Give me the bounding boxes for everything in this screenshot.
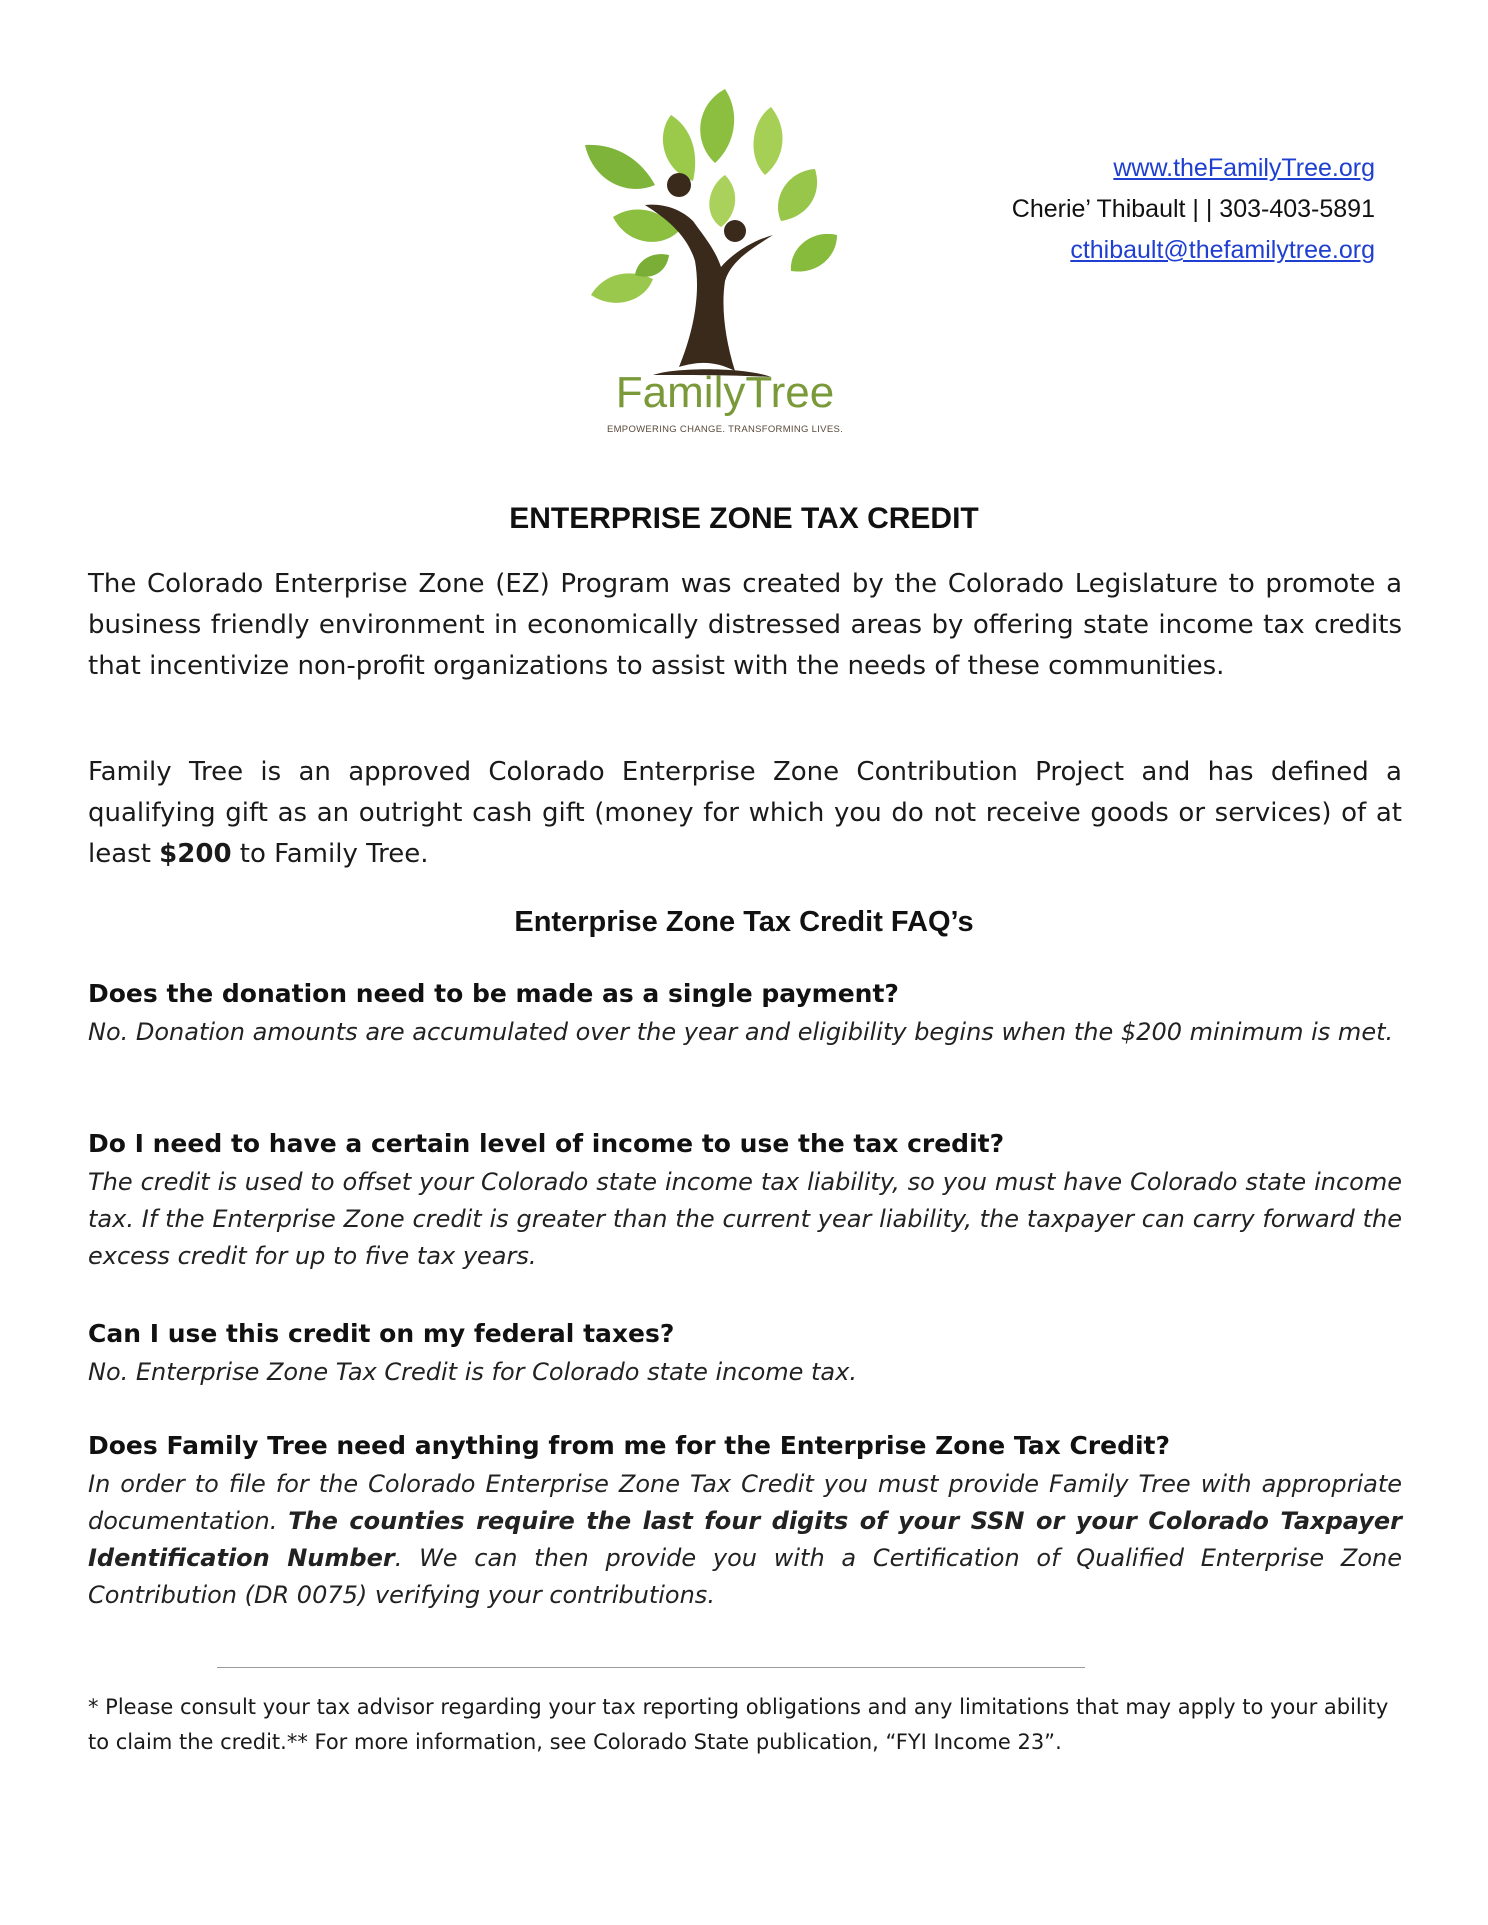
answer-text-end: . We can then provide you with a Certification of Qualified Enterprise Zone Contribution (DR 0075) verifying your contributions. — [88, 1544, 1402, 1609]
contact-block — [1012, 148, 1375, 271]
leaf-shape — [754, 107, 783, 175]
footnote: * Please consult your tax advisor regarding your tax reporting obligations and any limitations that may apply to your ability to claim the credit.** For more information, see Colorado State publication, “FYI Income 23”. — [88, 1695, 1389, 1754]
page-title: ENTERPRISE ZONE TAX CREDIT — [509, 502, 979, 535]
faq-item — [88, 1428, 1402, 1614]
faq-answer: No. Enterprise Zone Tax Credit is for Colorado state income tax. — [88, 1358, 857, 1386]
leaf-shape — [585, 145, 655, 189]
intro-paragraph: The Colorado Enterprise Zone (EZ) Program was created by the Colorado Legislature to promote a business friendly environment in economically distressed areas by offering state income tax credits that incentivize non-profit organizations to assist with the needs of these communities. — [88, 569, 1402, 681]
faq-item — [88, 1316, 1402, 1391]
qualifying-gift-paragraph — [88, 752, 1402, 875]
faq-answer: No. Donation amounts are accumulated over the year and eligibility begins when the $200 minimum is met. — [88, 1018, 1394, 1046]
leaf-shape — [791, 234, 837, 272]
leaf-shape — [635, 254, 669, 277]
footnote-divider — [217, 1667, 1085, 1668]
faq-item — [88, 976, 1402, 1051]
family-tree-logo — [575, 85, 875, 450]
faq-heading: Enterprise Zone Tax Credit FAQ’s — [514, 906, 974, 938]
answer-emphasis: The counties require the last four digits of your SSN or your Colorado Taxpayer Identification Number — [88, 1507, 1403, 1572]
contact-name-phone: Cherie’ Thibault | | 303-403-5891 — [1011, 195, 1375, 223]
website-link[interactable]: www.theFamilyTree.org — [1113, 154, 1375, 182]
faq-item — [88, 1126, 1402, 1275]
leaf-shape — [709, 175, 735, 227]
faq-question: Does the donation need to be made as a single payment? — [88, 979, 899, 1008]
faq-answer — [88, 1466, 1402, 1614]
leaf-shape — [591, 273, 653, 302]
tree-logo-icon — [575, 85, 875, 450]
email-link[interactable]: cthibault@thefamilytree.org — [1070, 236, 1375, 264]
faq-question: Do I need to have a certain level of income to use the tax credit? — [88, 1129, 1005, 1158]
figure-head — [724, 220, 746, 242]
logo-tagline: EMPOWERING CHANGE. TRANSFORMING LIVES. — [606, 424, 844, 435]
gift-amount: $200 — [159, 839, 232, 869]
faq-question: Can I use this credit on my federal taxes? — [88, 1319, 675, 1348]
logo-wordmark: FamilyTree — [615, 368, 835, 417]
faq-question: Does Family Tree need anything from me for the Enterprise Zone Tax Credit? — [88, 1431, 1170, 1460]
leaf-shape — [700, 89, 734, 163]
answer-text: In order to file for the Colorado Enterprise Zone Tax Credit you must provide Family Tree with appropriate documentation. — [88, 1470, 1402, 1535]
leaf-shape — [778, 169, 817, 221]
faq-answer: The credit is used to offset your Colorado state income tax liability, so you must have Colorado state income tax. If the Enterprise Zone credit is greater than the current year liability, the taxpayer can carry forward the excess credit for up to five tax years. — [88, 1168, 1402, 1270]
leaf-shape — [663, 115, 695, 181]
gift-text-end: to Family Tree. — [231, 839, 429, 869]
figure-head — [667, 173, 691, 197]
gift-text: Family Tree is an approved Colorado Enterprise Zone Contribution Project and has defined a qualifying gift as an outright cash gift (money for which you do not receive goods or services) of at least — [88, 757, 1402, 869]
